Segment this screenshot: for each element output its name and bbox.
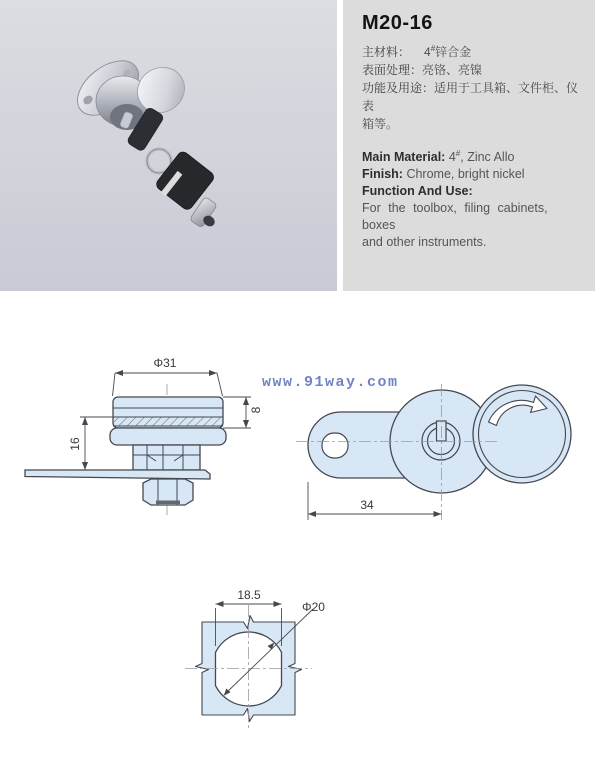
spec-material-en-value: , Zinc Allo [460, 150, 515, 164]
spec-function-en-line1: For the toolbox, filing cabinets, boxes [362, 201, 548, 232]
dim-label-34: 34 [360, 498, 374, 512]
dim-ext-diameter-right [217, 373, 223, 396]
spec-function-cn-value2: 箱等。 [362, 117, 399, 131]
top-view-drawing [230, 363, 585, 528]
product-info-panel [343, 0, 595, 291]
cam-lock-photo-illustration [0, 0, 337, 291]
cam-lever-shape [25, 470, 210, 479]
dim-ext-diameter-left [113, 373, 116, 396]
cam-lever-hole [322, 433, 348, 458]
spec-block-en [362, 149, 581, 251]
lock-collar-shape [110, 428, 226, 445]
spec-finish-en-label: Finish: [362, 167, 403, 181]
dim-label-diameter: Φ31 [153, 356, 177, 370]
spec-material-en-num: 4 [445, 150, 456, 164]
spec-function-en-line2: and other instruments. [362, 235, 487, 249]
spec-material-en-label: Main Material: [362, 150, 446, 164]
spec-function-en-label-line [362, 183, 581, 200]
key-head-circle [473, 385, 571, 483]
spec-function-cn-label: 功能及用途： [362, 81, 435, 95]
product-model-title: M20-16 [362, 12, 433, 34]
nut-thread-band [156, 501, 180, 505]
dim-label-phi20: Φ20 [302, 600, 325, 614]
dim-label-8: 8 [249, 406, 263, 414]
spec-finish-cn-value: 亮铬、亮镍 [422, 63, 483, 77]
spec-function-cn-value1: 适用于工具箱、文件柜、仪表 [362, 81, 579, 113]
watermark-text: www.91way.com [262, 374, 399, 391]
lock-body-shape [133, 445, 200, 470]
dim-label-16: 16 [68, 437, 82, 451]
spec-material-cn-value: 锌合金 [435, 45, 472, 59]
spec-material-cn [362, 43, 581, 61]
spec-finish-cn-label: 表面处理： [362, 63, 423, 77]
spec-finish-cn [362, 61, 581, 79]
spec-material-cn-num: 4 [424, 45, 431, 59]
mounting-hole-drawing [150, 575, 380, 735]
spec-function-cn [362, 79, 581, 133]
dim-label-185: 18.5 [237, 588, 261, 602]
spec-material-cn-sup: # [430, 44, 436, 53]
spec-material-cn-label: 主材料： [362, 45, 411, 59]
lock-head-hatch [114, 417, 222, 426]
spec-finish-en-value: Chrome, bright nickel [402, 167, 525, 181]
spec-material-en-sup: # [455, 148, 461, 158]
spec-function-en-label: Function And Use: [362, 184, 473, 198]
spec-material-en [362, 149, 581, 166]
spec-finish-en [362, 166, 581, 183]
product-photo [0, 0, 337, 291]
